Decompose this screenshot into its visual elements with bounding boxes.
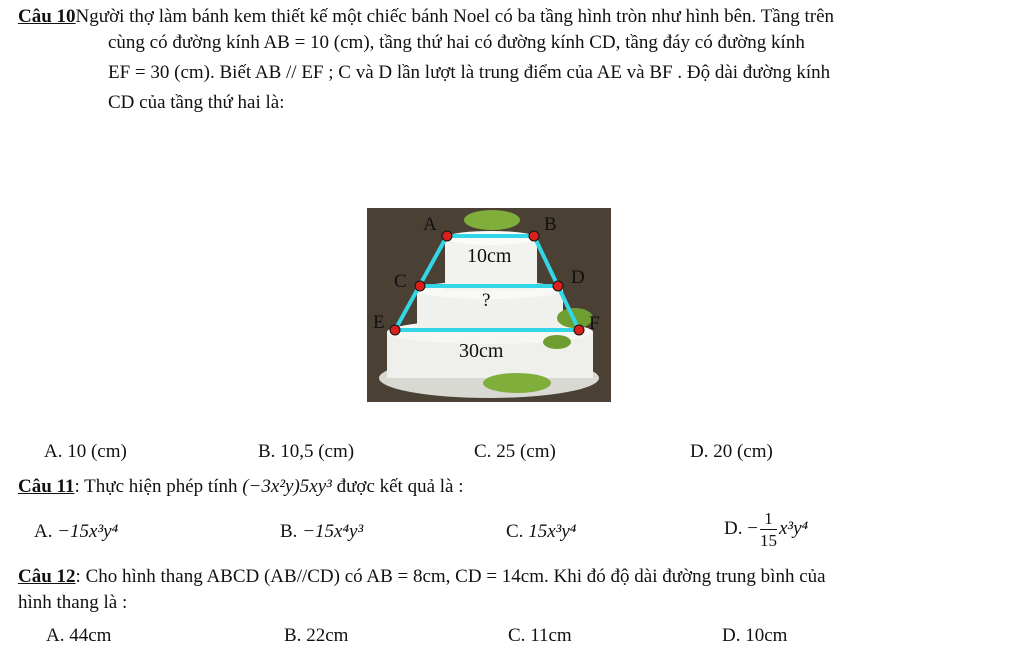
label-A: A [423,214,437,235]
q12-option-a[interactable]: A. 44cm [46,625,112,646]
point-B [529,231,539,241]
label-F: F [589,313,600,334]
length-AB: 10cm [467,245,512,267]
length-CD: ? [482,290,491,311]
label-D: D [571,267,585,288]
q10-option-c[interactable]: C. 25 (cm) [474,441,556,462]
q11-stem: Câu 11: Thực hiện phép tính (−3x²y)5xy³ được kết quả là : [18,476,464,497]
q10-option-b[interactable]: B. 10,5 (cm) [258,441,355,462]
label-E: E [373,312,385,333]
q12-line1: Câu 12: Cho hình thang ABCD (AB//CD) có AB = 8cm, CD = 14cm. Khi đó độ dài đường trung bình của [18,566,826,587]
q10-line2: cùng có đường kính AB = 10 (cm), tầng thứ hai có đường kính CD, tầng đáy có đường kính [108,32,805,53]
fraction: $\frac{1}{15}$ [759,509,777,550]
q11-option-a[interactable]: A. −15x³y⁴ [34,521,119,542]
point-E [390,325,400,335]
q10-line1 [18,6,834,28]
q12-option-b[interactable]: B. 22cm [284,625,349,646]
q11-label: Câu 11 [18,476,75,497]
point-A [442,231,452,241]
q10-label: Câu 10 [18,6,76,27]
q11-option-d[interactable]: D. − $\frac{1}{15}$ x³y⁴ [724,509,809,550]
q10-line3: EF = 30 (cm). Biết AB // EF ; C và D lần lượt là trung điểm của AE và BF . Độ dài đường kính [108,62,831,83]
q10-line4: CD của tầng thứ hai là: [108,92,285,113]
q11-option-c[interactable]: C. 15x³y⁴ [506,521,577,542]
q11-expression: (−3x²y)5xy³ [242,476,332,497]
leaf-decoration [543,335,571,349]
cake-svg [367,208,611,402]
point-C [415,281,425,291]
q12-label: Câu 12 [18,566,76,587]
q12-option-c[interactable]: C. 11cm [508,625,572,646]
point-F [574,325,584,335]
length-EF: 30cm [459,340,504,362]
q12-line2: hình thang là : [18,592,128,613]
cake-figure [367,208,611,402]
q12-option-d[interactable]: D. 10cm [722,625,788,646]
label-B: B [544,214,557,235]
point-D [553,281,563,291]
leaf-decoration [483,373,551,393]
q11-option-b[interactable]: B. −15x⁴y³ [280,521,364,542]
q10-text-1: Người thợ làm bánh kem thiết kế một chiếc bánh Noel có ba tầng hình tròn như hình bên. Tầng trên [75,6,835,27]
leaf-decoration [464,210,520,230]
label-C: C [394,271,407,292]
q10-option-d[interactable]: D. 20 (cm) [690,441,773,462]
q10-option-a[interactable]: A. 10 (cm) [44,441,127,462]
